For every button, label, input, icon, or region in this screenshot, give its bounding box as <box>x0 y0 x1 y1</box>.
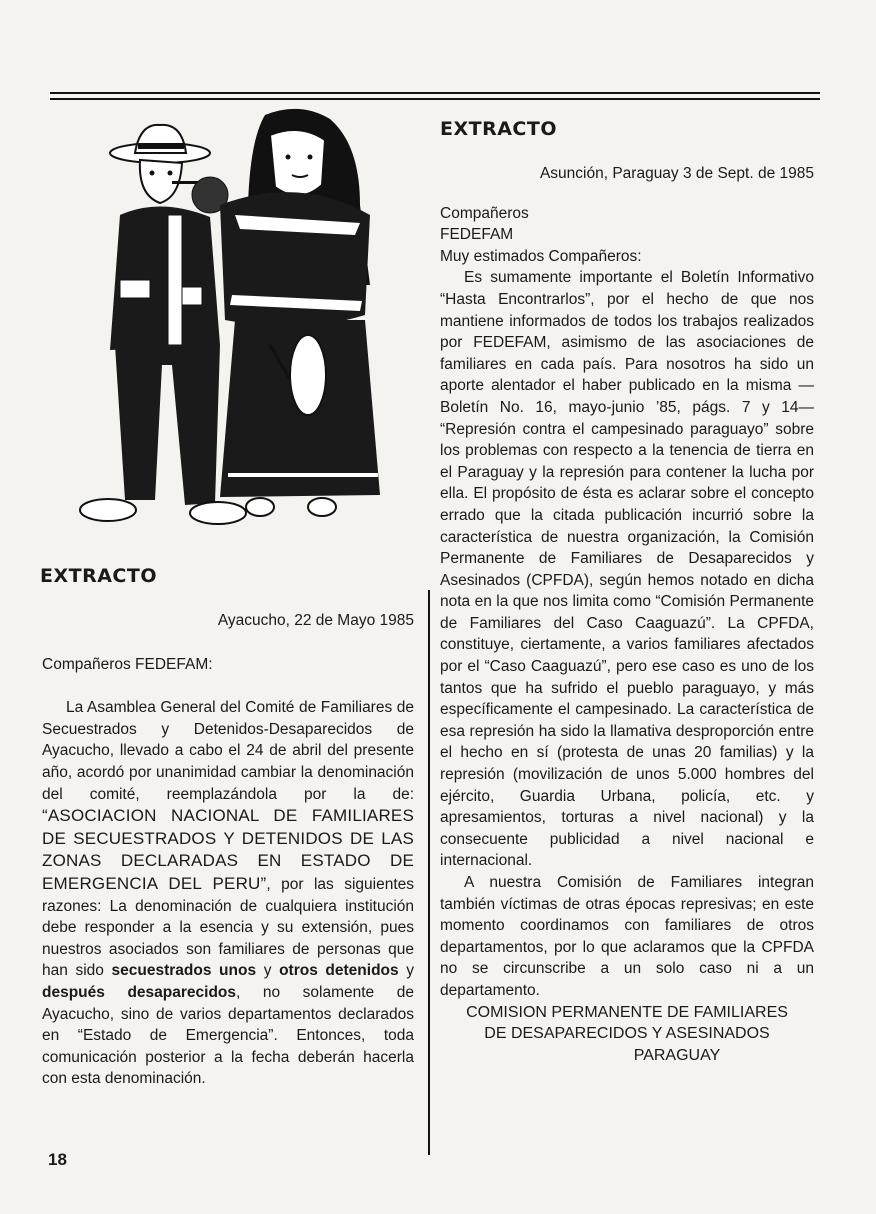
left-bold-2: otros detenidos <box>279 962 399 980</box>
left-bold-1: secuestrados unos <box>111 962 257 980</box>
signature-line-3: PARAGUAY <box>633 1046 721 1064</box>
left-and2: y <box>398 962 414 980</box>
left-body-mid: , por las siguientes razones: La denominación de cualquiera institución debe responder a la esencia y su extensión, pues nuestros asociados son familiares de personas que han sido <box>42 875 414 980</box>
right-salutation-2: FEDEFAM <box>440 226 514 244</box>
column-divider <box>428 590 430 1155</box>
right-salutation-1: Compañeros <box>440 204 529 222</box>
left-heading: EXTRACTO <box>40 565 157 587</box>
left-column <box>42 610 414 1090</box>
right-para-1: Es sumamente importante el Boletín Informativo “Hasta Encontrarlos”, por el hecho de que nos mantiene informados de todos los trabajos realizados por FEDEFAM, asimismo de las asociaciones de familiares en cada país. Para nosotros ha sido un aporte alentador el haber publicado en la misma —Boletín No. 16, mayo-junio ’85, págs. 7 y 14— “Represión contra el campesinado paraguayo” sobre los problemas con respecto a la tenencia de tierra en el Paraguay y la represión para contener la lucha por ella. El propósito de ésta es aclarar sobre el concepto errado que la citada publicación incurrió sobre la característica de nuestra organización, la Comisión Permanente de Familiares de Desaparecidos y Asesinados (CPFDA), según hemos notado en dicha nota en la que nos limita como “Comisión Permanente de Familiares del Caso Caaguazú”. La CPFDA, constituye, ciertamente, a varios familiares afectados por el “Caso Caaguazú”, pero ese caso es uno de los tantos que ha sufrido el pueblo paraguayo, y más específicamente el campesinado. La característica de esa represión ha sido la llamativa desproporción entre el hecho en sí (protesta de unas 20 familias) y la represión (movilización de unos 5.000 hombres del ejército, Guardia Urbana, policía, etc. y apresamientos, torturas a nivel nacional) y la consecuente publicidad a nivel nacional e internacional. <box>440 269 814 870</box>
right-column <box>440 163 814 1066</box>
left-and: y <box>256 962 280 980</box>
right-date: Asunción, Paraguay 3 de Sept. de 1985 <box>539 165 814 182</box>
right-salutation-3: Muy estimados Compañeros: <box>440 247 642 265</box>
andean-couple-illustration <box>60 105 420 550</box>
page-number: 18 <box>48 1150 67 1169</box>
left-body-end: , no solamente de Ayacucho, sino de varios departamentos declarados en “Estado de Emergencia”. Entonces, toda comunicación posterior a la fecha deberán hacerla con esta denominación. <box>42 983 414 1088</box>
signature-line-2: DE DESAPARECIDOS Y ASESINADOS <box>484 1025 770 1043</box>
top-rule-2 <box>50 98 820 100</box>
signature-line-1: COMISION PERMANENTE DE FAMILIARES <box>466 1003 788 1021</box>
left-bold-3: después desaparecidos <box>42 983 236 1001</box>
left-body <box>42 697 414 1090</box>
right-heading: EXTRACTO <box>440 118 557 140</box>
top-rule-1 <box>50 92 820 94</box>
left-new-name: “ASOCIACION NACIONAL DE FAMILIARES DE SECUESTRADOS Y DETENIDOS DE LAS ZONAS DECLARADAS EN ESTADO DE EMERGENCIA DEL PERU” <box>42 806 414 893</box>
left-date: Ayacucho, 22 de Mayo 1985 <box>217 612 414 629</box>
left-salutation: Compañeros FEDEFAM: <box>42 655 213 673</box>
right-para-2: A nuestra Comisión de Familiares integran también víctimas de otras épocas represivas; en este momento coordinamos con familiares de otros departamentos, por lo que aclaramos que la CPFDA no se circunscribe a un solo caso ni a un departamento. <box>440 874 814 999</box>
left-body-start: La Asamblea General del Comité de Familiares de Secuestrados y Detenidos-Desaparecidos de Ayacucho, llevado a cabo el 24 de abril del presente año, acordó por unanimidad cambiar la denominación del comité, reemplazándola por la de: <box>42 699 414 803</box>
